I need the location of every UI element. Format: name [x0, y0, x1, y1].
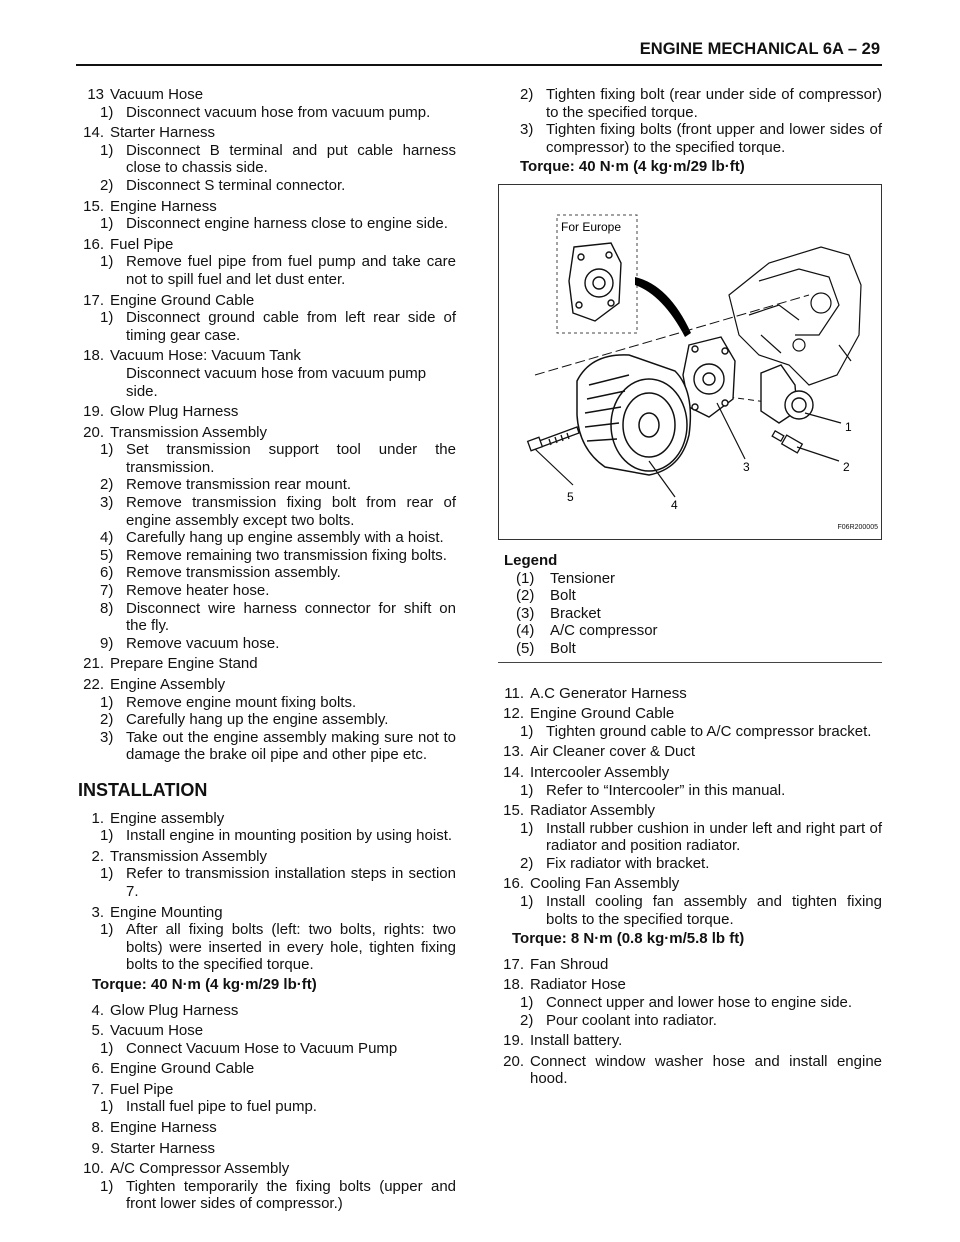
step-heading: [78, 1002, 456, 1020]
legend-item: [504, 570, 882, 588]
substep-text: Remove engine mount fixing bolts.: [126, 693, 357, 711]
step-title: Engine assembly: [110, 809, 225, 827]
substep: [78, 729, 456, 764]
step-title: Engine Harness: [110, 1119, 217, 1137]
substep-text: Connect upper and lower hose to engine side.: [546, 994, 853, 1012]
substep-text: Pour coolant into radiator.: [546, 1011, 717, 1029]
substep: [78, 441, 456, 476]
removal-steps: [78, 86, 456, 764]
step-title: Transmission Assembly: [110, 847, 267, 865]
europe-bracket-part: [569, 243, 621, 321]
substep: [78, 476, 456, 494]
step-number: 10.: [83, 1160, 104, 1178]
step-heading: [498, 705, 882, 723]
substep-number: 1): [100, 309, 114, 327]
substep-text: Tighten temporarily the fixing bolts (upper and front lower sides of compressor.): [126, 1177, 456, 1213]
substep: [498, 1012, 882, 1030]
step-heading: [498, 1032, 882, 1050]
substep: [498, 121, 882, 156]
step-title: Prepare Engine Stand: [110, 655, 258, 673]
step-heading: [498, 743, 882, 761]
step-number: 14.: [83, 124, 104, 142]
step-title: Vacuum Hose: Vacuum Tank: [110, 347, 301, 365]
step-item: [498, 1032, 882, 1050]
substep: [498, 86, 882, 121]
step-item: [78, 86, 456, 121]
legend-number: (2): [516, 587, 535, 605]
substep: [78, 921, 456, 974]
step-heading: [78, 1140, 456, 1158]
step-heading: [498, 956, 882, 974]
step-number: 13.: [503, 743, 524, 761]
step-heading: [78, 1119, 456, 1137]
substep-text: Remove transmission assembly.: [126, 564, 341, 582]
substep-number: 1): [100, 1177, 114, 1195]
step-item: [78, 1022, 456, 1057]
substep-text: Tighten ground cable to A/C compressor bracket.: [546, 722, 872, 740]
substep-text: Refer to “Intercooler” in this manual.: [546, 781, 786, 799]
substep-number: 3): [100, 728, 114, 746]
substep: [78, 600, 456, 635]
step-title: Engine Ground Cable: [110, 291, 255, 309]
step-title: Starter Harness: [110, 1139, 216, 1157]
legend-item: [504, 640, 882, 658]
step-heading: [78, 347, 456, 365]
long-bolt-part: [528, 427, 579, 451]
substep-number: 6): [100, 564, 114, 582]
substep-number: 1): [100, 693, 114, 711]
step-heading: [78, 904, 456, 922]
substep-text: Disconnect ground cable from left rear side of timing gear case.: [126, 309, 456, 344]
substep-text: Set transmission support tool under the transmission.: [126, 441, 456, 476]
step-heading: [78, 292, 456, 310]
step-number: 7.: [91, 1080, 104, 1098]
step-heading: [78, 86, 456, 104]
substep-number: 2): [520, 1011, 534, 1029]
substep-text: Disconnect vacuum hose from vacuum pump.: [126, 103, 431, 121]
step-number: 4.: [91, 1001, 104, 1019]
step-number: 15.: [83, 197, 104, 215]
legend-text: A/C compressor: [550, 622, 658, 640]
substep-text: After all fixing bolts (left: two bolts, rights: two bolts) were inserted in every hole, tighten fixing bolts to the specified torque.: [126, 921, 456, 974]
step-title: Cooling Fan Assembly: [530, 875, 680, 893]
step-number: 18.: [503, 976, 524, 994]
substep: [78, 564, 456, 582]
step-item: [78, 1160, 456, 1213]
tensioner-part: [761, 365, 813, 423]
legend-text: Bolt: [550, 639, 576, 657]
substep: [498, 855, 882, 873]
substep-number: 1): [100, 921, 114, 939]
step-item: [498, 875, 882, 947]
substep: [78, 1178, 456, 1213]
step-title: Fuel Pipe: [110, 235, 174, 253]
step-item: [78, 1140, 456, 1158]
step-title: A/C Compressor Assembly: [110, 1160, 290, 1178]
step-number: 3.: [91, 903, 104, 921]
substep-text: Disconnect wire harness connector for shift on the fly.: [126, 599, 456, 635]
substep-number: 1): [520, 893, 534, 911]
substep-text: Refer to transmission installation steps in section 7.: [126, 865, 456, 900]
substep-number: 3): [100, 494, 114, 512]
bracket-part: [683, 337, 735, 417]
step-number: 2.: [91, 847, 104, 865]
step-number: 14.: [503, 763, 524, 781]
substep-number: 3): [520, 121, 534, 139]
step-title: Starter Harness: [110, 124, 216, 142]
substep: [498, 782, 882, 800]
step-note: Disconnect vacuum hose from vacuum pump side.: [126, 364, 427, 400]
step-item: [78, 1060, 456, 1078]
step-title: Engine Ground Cable: [110, 1060, 255, 1078]
legend-items: [504, 570, 882, 658]
step-number: 8.: [91, 1119, 104, 1137]
substep-text: Tighten fixing bolt (rear under side of compressor) to the specified torque.: [546, 86, 882, 121]
step-title: Glow Plug Harness: [110, 403, 239, 421]
substep-number: 2): [520, 86, 534, 103]
substep-text: Take out the engine assembly making sure not to damage the brake oil pipe and other pipe etc.: [126, 728, 456, 764]
substep: [78, 253, 456, 288]
step-item: [78, 424, 456, 653]
step-item: [78, 198, 456, 233]
step-heading: [78, 1160, 456, 1178]
callout-5: 5: [567, 489, 574, 504]
step-title: Engine Harness: [110, 197, 217, 215]
substep-number: 1): [100, 141, 114, 159]
substep-number: 7): [100, 582, 114, 600]
step-number: 22.: [83, 676, 104, 693]
step-item: [498, 685, 882, 703]
substep-text: Install rubber cushion in under left and right part of radiator and position radiator.: [546, 819, 882, 855]
small-bolt-part: [772, 431, 802, 453]
substep-text: Disconnect S terminal connector.: [126, 176, 346, 194]
substep: [78, 711, 456, 729]
substep: [78, 215, 456, 233]
step-heading: [498, 802, 882, 820]
substep-number: 8): [100, 599, 114, 617]
step-title: Engine Ground Cable: [530, 705, 675, 723]
substep: [78, 547, 456, 565]
installation-steps: [78, 810, 456, 1213]
step-heading: [498, 875, 882, 893]
substep: [78, 1040, 456, 1058]
step-heading: [78, 810, 456, 828]
substep-text: Remove fuel pipe from fuel pump and take care not to spill fuel and let dust enter.: [126, 253, 456, 288]
step-number: 6.: [91, 1060, 104, 1078]
substep: [78, 635, 456, 653]
right-column: [498, 86, 882, 1091]
step-heading: [78, 848, 456, 866]
continued-substeps: [498, 86, 882, 156]
substep-number: 1): [100, 215, 114, 233]
step-heading: [78, 1060, 456, 1078]
legend-number: (3): [516, 604, 535, 622]
step-title: Engine Mounting: [110, 903, 223, 921]
ac-compressor-figure: [498, 184, 882, 540]
substep-number: 1): [100, 1039, 114, 1057]
step-item: [78, 676, 456, 764]
substep-text: Remove heater hose.: [126, 582, 270, 600]
ac-compressor-illustration: [499, 185, 883, 541]
step-title: Vacuum Hose: [110, 86, 204, 103]
step-number: 9.: [91, 1139, 104, 1157]
step-title: A.C Generator Harness: [530, 684, 687, 702]
substep-text: Remove remaining two transmission fixing bolts.: [126, 546, 447, 564]
legend-number: (1): [516, 569, 535, 587]
step-number: 17.: [503, 955, 524, 973]
substep-text: Install fuel pipe to fuel pump.: [126, 1098, 317, 1116]
substep-text: Install engine in mounting position by using hoist.: [126, 827, 453, 845]
substep: [78, 142, 456, 177]
step-item: [498, 802, 882, 872]
header-rule: [76, 64, 882, 66]
substep-text: Remove transmission fixing bolt from rear of engine assembly except two bolts.: [126, 494, 456, 529]
step-number: 17.: [83, 291, 104, 309]
step-heading: [78, 198, 456, 216]
step-heading: [498, 1053, 882, 1088]
step-title: Connect window washer hose and install engine hood.: [530, 1052, 882, 1088]
step-item: [498, 743, 882, 761]
step-item: [78, 403, 456, 421]
substep: [498, 723, 882, 741]
step-item: [498, 976, 882, 1029]
step-item: [498, 1053, 882, 1088]
ac-compressor-part: [577, 355, 690, 475]
substep: [78, 865, 456, 900]
substep-number: 2): [100, 711, 114, 729]
substep-text: Remove transmission rear mount.: [126, 476, 352, 494]
legend-text: Tensioner: [550, 569, 616, 587]
step-item: [78, 292, 456, 345]
callout-1: 1: [845, 419, 852, 434]
substep-number: 1): [520, 819, 534, 837]
callout-4: 4: [671, 497, 678, 512]
substep: [78, 309, 456, 344]
step-heading: [78, 676, 456, 694]
torque-spec: Torque: 40 N·m (4 kg·m/29 lb·ft): [520, 158, 745, 176]
engine-block: [729, 247, 861, 385]
legend-number: (4): [516, 622, 535, 640]
step-number: 19.: [83, 403, 104, 421]
step-item: [78, 655, 456, 673]
substep: [78, 582, 456, 600]
step-heading: [78, 403, 456, 421]
step-heading: [78, 424, 456, 442]
step-title: Radiator Assembly: [530, 802, 656, 820]
substep-number: 2): [100, 476, 114, 494]
step-number: 21.: [83, 655, 104, 673]
europe-label: For Europe: [561, 219, 622, 234]
step-title: Engine Assembly: [110, 676, 226, 693]
substep-text: Carefully hang up engine assembly with a hoist.: [126, 529, 444, 547]
substep-number: 2): [100, 176, 114, 194]
step-title: Vacuum Hose: [110, 1022, 204, 1040]
step-item: [78, 236, 456, 289]
step-number: 16.: [503, 875, 524, 893]
substep: [78, 694, 456, 712]
left-column: [78, 86, 456, 1216]
substep-number: 1): [100, 441, 114, 459]
legend-item: [504, 622, 882, 640]
step-item: [78, 810, 456, 845]
step-item: [78, 1002, 456, 1020]
substep-number: 1): [100, 827, 114, 845]
substep-number: 9): [100, 634, 114, 652]
callout-2: 2: [843, 459, 850, 474]
substep: [498, 994, 882, 1012]
step-title: Glow Plug Harness: [110, 1001, 239, 1019]
substep-number: 5): [100, 546, 114, 564]
step-heading: [78, 236, 456, 254]
step-title: Air Cleaner cover & Duct: [530, 743, 696, 761]
substep-text: Connect Vacuum Hose to Vacuum Pump: [126, 1039, 398, 1057]
legend-text: Bolt: [550, 587, 576, 605]
step-number: 20.: [83, 423, 104, 441]
step-item: [498, 956, 882, 974]
substep-number: 1): [100, 865, 114, 883]
figure-legend: [498, 540, 882, 663]
legend-text: Bracket: [550, 604, 601, 622]
step-title: Intercooler Assembly: [530, 763, 670, 781]
step-number: 13: [87, 86, 104, 103]
substep-number: 1): [100, 103, 114, 121]
callout-3: 3: [743, 459, 750, 474]
right-steps: [498, 685, 882, 1088]
substep: [78, 177, 456, 195]
substep-text: Carefully hang up the engine assembly.: [126, 711, 389, 729]
step-item: [78, 904, 456, 994]
step-number: 15.: [503, 802, 524, 820]
substep: [498, 893, 882, 928]
step-title: Fan Shroud: [530, 955, 609, 973]
step-number: 12.: [503, 705, 524, 723]
step-title: Fuel Pipe: [110, 1080, 174, 1098]
step-title: Transmission Assembly: [110, 423, 267, 441]
step-item: [78, 347, 456, 400]
legend-number: (5): [516, 639, 535, 657]
substep: [498, 820, 882, 855]
installation-heading: INSTALLATION: [78, 779, 208, 800]
figure-code: F06R200005: [837, 524, 878, 532]
substep-text: Tighten fixing bolts (front upper and lower sides of compressor) to the specified torque.: [546, 121, 882, 156]
step-item: [498, 764, 882, 799]
substep-number: 1): [100, 253, 114, 271]
step-heading: [498, 976, 882, 994]
substep: [78, 104, 456, 122]
substep: [78, 827, 456, 845]
substep: [78, 494, 456, 529]
substep: [78, 1098, 456, 1116]
step-number: 11.: [504, 684, 524, 702]
step-item: [78, 1081, 456, 1116]
torque-spec: Torque: 40 N·m (4 kg·m/29 lb·ft): [92, 975, 317, 993]
substep-number: 1): [520, 781, 534, 799]
page-header: ENGINE MECHANICAL 6A – 29: [639, 40, 880, 58]
step-number: 19.: [503, 1032, 524, 1050]
substep-text: Disconnect B terminal and put cable harness close to chassis side.: [126, 141, 456, 177]
substep-number: 2): [520, 854, 534, 872]
step-heading: [78, 124, 456, 142]
substep: [78, 529, 456, 547]
step-item: [78, 848, 456, 901]
step-number: 5.: [91, 1022, 104, 1040]
substep-text: Install cooling fan assembly and tighten fixing bolts to the specified torque.: [546, 893, 882, 928]
substep-text: Fix radiator with bracket.: [546, 854, 710, 872]
substep-number: 4): [100, 529, 114, 547]
step-number: 20.: [503, 1052, 524, 1070]
step-number: 16.: [83, 235, 104, 253]
step-heading: [78, 1022, 456, 1040]
step-number: 1.: [91, 809, 104, 827]
step-item: [498, 705, 882, 740]
step-heading: [78, 1081, 456, 1099]
legend-title: Legend: [504, 551, 558, 569]
substep-number: 1): [100, 1098, 114, 1116]
torque-spec: Torque: 8 N·m (0.8 kg·m/5.8 lb ft): [512, 930, 745, 948]
substep-number: 1): [520, 722, 534, 740]
step-item: [78, 124, 456, 194]
legend-item: [504, 605, 882, 623]
step-heading: [498, 764, 882, 782]
step-heading: [78, 655, 456, 673]
substep-text: Remove vacuum hose.: [126, 634, 280, 652]
step-item: [78, 1119, 456, 1137]
step-title: Install battery.: [530, 1032, 623, 1050]
legend-item: [504, 587, 882, 605]
substep-number: 1): [520, 994, 534, 1012]
step-title: Radiator Hose: [530, 976, 626, 994]
step-number: 18.: [83, 347, 104, 365]
step-heading: [498, 685, 882, 703]
substep-text: Disconnect engine harness close to engine side.: [126, 215, 448, 233]
